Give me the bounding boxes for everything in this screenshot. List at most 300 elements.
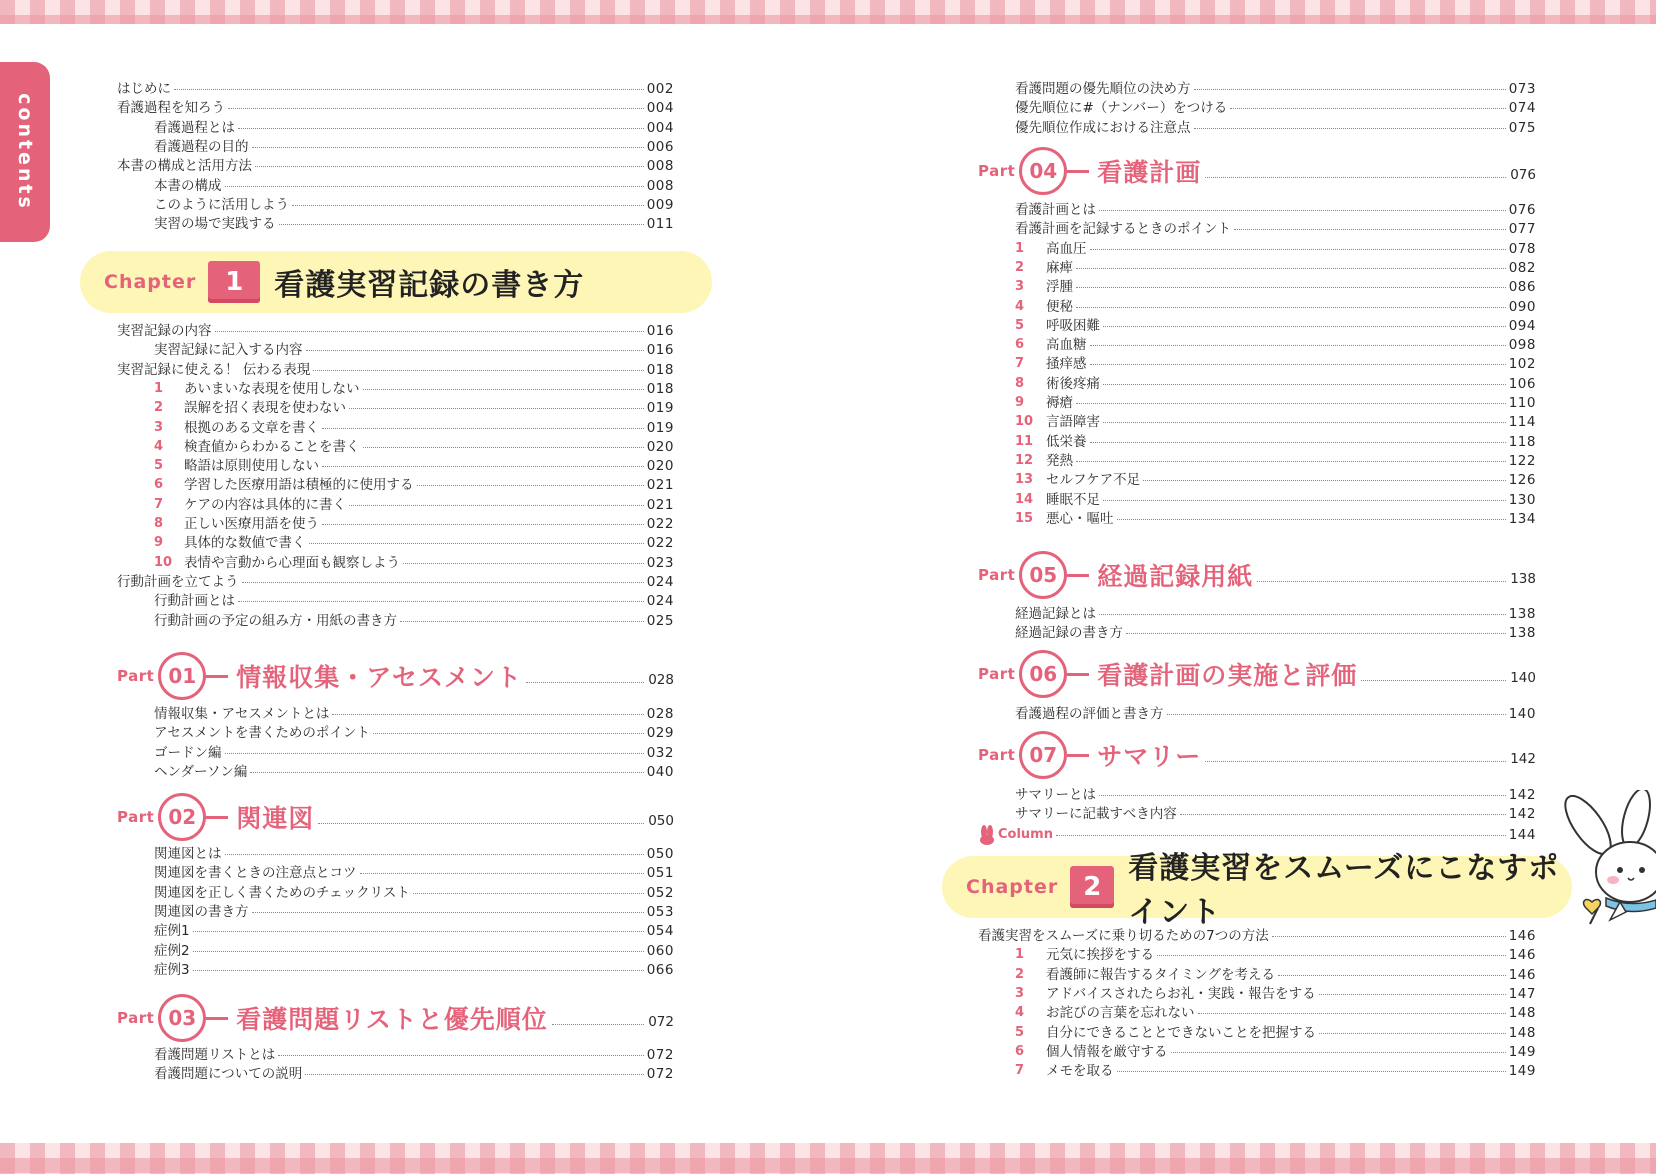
dot-leader xyxy=(1194,79,1506,90)
toc-entry-label: 看護過程の目的 xyxy=(154,138,249,155)
toc-entry-page: 008 xyxy=(646,158,674,175)
toc-entry-page: 102 xyxy=(1508,356,1536,373)
dot-leader xyxy=(1361,680,1506,681)
toc-entry[interactable] xyxy=(1015,258,1536,278)
toc-entry[interactable] xyxy=(154,921,674,941)
toc-entry-page: 002 xyxy=(646,81,674,97)
part-title: 情報収集・アセスメント xyxy=(236,663,523,692)
toc-entry[interactable] xyxy=(1015,785,1536,805)
part-title: 看護計画 xyxy=(1097,158,1202,187)
toc-entry-number: 8 xyxy=(154,516,164,531)
toc-entry[interactable] xyxy=(154,379,674,399)
dot-leader xyxy=(309,533,644,544)
dot-leader xyxy=(215,321,644,332)
part-label: Part xyxy=(117,667,155,685)
toc-entry-number: 14 xyxy=(1015,491,1034,507)
toc-entry[interactable] xyxy=(1015,200,1536,220)
toc-entry[interactable] xyxy=(154,863,674,883)
part-page: 140 xyxy=(1510,670,1536,686)
part-number-circle: 02 xyxy=(158,793,206,841)
toc-entry[interactable] xyxy=(154,844,674,864)
toc-entry-page: 054 xyxy=(646,923,674,940)
toc-entry-label: 低栄養 xyxy=(1046,433,1087,450)
toc-entry-number: 5 xyxy=(154,458,164,474)
toc-entry-number: 15 xyxy=(1015,510,1034,526)
toc-entry[interactable] xyxy=(1015,509,1536,529)
part-heading-p06[interactable] xyxy=(978,648,1536,700)
toc-entry[interactable] xyxy=(154,398,674,418)
toc-entry[interactable] xyxy=(1015,432,1536,452)
dot-leader xyxy=(1198,1003,1506,1014)
dot-leader xyxy=(1171,1042,1506,1053)
dot-leader xyxy=(349,495,644,506)
toc-entry-label: 看護問題リストとは xyxy=(154,1047,276,1063)
toc-entry-page: 118 xyxy=(1508,433,1536,450)
toc-entry[interactable] xyxy=(117,156,674,176)
dot-leader xyxy=(1205,177,1506,178)
toc-entry-label: あいまいな表現を使用しない xyxy=(184,380,360,397)
part-heading-p07[interactable] xyxy=(978,729,1536,781)
toc-entry-number: 5 xyxy=(1015,1024,1025,1040)
toc-entry[interactable] xyxy=(154,137,674,157)
toc-entry-label: 症例1 xyxy=(154,923,190,940)
toc-entry-label: 悪心・嘔吐 xyxy=(1046,510,1114,527)
toc-entry-page: 051 xyxy=(646,865,674,882)
part-connector-line xyxy=(1067,574,1089,577)
part-title: 看護計画の実施と評価 xyxy=(1097,661,1358,690)
toc-entry-page: 018 xyxy=(646,380,674,397)
toc-entry[interactable] xyxy=(154,960,674,980)
dot-leader xyxy=(306,340,644,351)
toc-entry-page: 106 xyxy=(1508,375,1536,392)
toc-entry-number: 1 xyxy=(1015,240,1025,256)
toc-entry-label: ゴードン編 xyxy=(154,744,222,761)
toc-entry[interactable] xyxy=(154,176,674,196)
part-title: 関連図 xyxy=(236,804,315,833)
toc-entry-page: 146 xyxy=(1508,966,1536,983)
dot-leader xyxy=(193,941,644,952)
toc-entry-number: 8 xyxy=(1015,375,1025,391)
part-label: Part xyxy=(117,808,155,826)
toc-entry-number: 13 xyxy=(1015,472,1034,488)
toc-entry-label: 言語障害 xyxy=(1046,414,1100,431)
toc-entry-label: 表情や言動から心理面も観察しよう xyxy=(184,554,400,571)
toc-entry-page: 086 xyxy=(1508,279,1536,296)
toc-entry[interactable] xyxy=(154,762,674,782)
toc-entry[interactable] xyxy=(978,926,1536,946)
toc-entry-page: 025 xyxy=(646,612,674,629)
dot-leader xyxy=(1257,581,1506,582)
dot-leader xyxy=(228,98,644,109)
dot-leader xyxy=(373,723,644,734)
dot-leader xyxy=(1230,98,1506,109)
toc-entry[interactable] xyxy=(154,902,674,922)
toc-entry[interactable] xyxy=(154,553,674,573)
toc-entry-page: 004 xyxy=(646,119,674,136)
part-number-circle: 06 xyxy=(1019,650,1067,698)
rabbit-illustration xyxy=(1558,790,1656,930)
toc-entry[interactable] xyxy=(154,611,674,631)
dot-leader xyxy=(413,883,644,894)
toc-entry-page: 023 xyxy=(646,554,674,571)
toc-entry[interactable] xyxy=(1015,316,1536,336)
dot-leader xyxy=(1319,984,1506,995)
toc-entry-label: 看護過程を知ろう xyxy=(117,100,225,117)
toc-entry[interactable] xyxy=(1015,393,1536,413)
toc-entry[interactable] xyxy=(1015,118,1536,138)
toc-entry[interactable] xyxy=(1015,354,1536,374)
chapter-label: Chapter xyxy=(104,271,197,293)
toc-entry-label: 睡眠不足 xyxy=(1046,491,1100,508)
toc-entry[interactable] xyxy=(1015,984,1536,1004)
toc-entry[interactable] xyxy=(154,456,674,476)
toc-entry[interactable] xyxy=(1015,490,1536,510)
toc-entry[interactable] xyxy=(154,723,674,743)
toc-entry-label: 看護師に報告するタイミングを考える xyxy=(1046,966,1275,983)
toc-entry-page: 050 xyxy=(646,846,674,862)
toc-entry-page: 082 xyxy=(1508,259,1536,276)
toc-entry[interactable] xyxy=(154,214,674,234)
toc-entry-number: 2 xyxy=(1015,259,1025,275)
dot-leader xyxy=(1076,451,1506,462)
toc-entry-page: 148 xyxy=(1508,1005,1536,1022)
part-label: Part xyxy=(978,746,1016,764)
dot-leader xyxy=(360,863,644,874)
toc-entry-number: 11 xyxy=(1015,433,1034,449)
toc-entry-page: 016 xyxy=(646,342,674,359)
toc-entry-page: 144 xyxy=(1508,827,1536,843)
toc-entry-label: セルフケア不足 xyxy=(1046,472,1141,489)
toc-entry[interactable] xyxy=(1015,604,1536,624)
chapter-title: 看護実習記録の書き方 xyxy=(274,268,585,303)
toc-entry-label: 優先順位に#（ナンバー）をつける xyxy=(1015,100,1228,117)
part-connector-line xyxy=(206,1017,228,1020)
dot-leader xyxy=(1090,432,1506,443)
dot-leader xyxy=(225,743,644,754)
part-heading-p02[interactable] xyxy=(117,791,674,843)
toc-entry-page: 018 xyxy=(646,361,674,378)
toc-entry-page: 110 xyxy=(1508,395,1536,411)
toc-entry-label: 看護問題についての説明 xyxy=(154,1066,303,1083)
toc-entry-label: 個人情報を厳守する xyxy=(1046,1043,1168,1060)
dot-leader xyxy=(279,214,644,225)
toc-entry-label: 看護計画とは xyxy=(1015,202,1096,218)
toc-entry[interactable] xyxy=(1015,1061,1536,1081)
toc-entry-page: 021 xyxy=(646,477,674,494)
toc-entry-number: 4 xyxy=(1015,298,1025,314)
toc-entry-number: 1 xyxy=(154,380,164,396)
toc-entry-page: 016 xyxy=(646,323,674,339)
dot-leader xyxy=(552,1024,644,1025)
part-heading-p04[interactable] xyxy=(978,145,1536,197)
dot-leader xyxy=(252,902,644,913)
toc-entry[interactable] xyxy=(1015,374,1536,394)
toc-entry-label: 本書の構成 xyxy=(154,177,222,194)
toc-entry[interactable] xyxy=(1015,704,1536,724)
dot-leader xyxy=(1076,297,1506,308)
toc-entry-label: はじめに xyxy=(117,81,171,97)
dot-leader xyxy=(1157,945,1506,956)
toc-entry-number: 7 xyxy=(154,496,164,512)
toc-entry-page: 138 xyxy=(1508,606,1536,622)
toc-entry[interactable] xyxy=(154,340,674,360)
dot-leader xyxy=(252,137,644,148)
dot-leader xyxy=(1117,509,1506,520)
toc-entry[interactable] xyxy=(154,704,674,724)
part-label: Part xyxy=(978,566,1016,584)
toc-entry[interactable] xyxy=(154,941,674,961)
toc-entry[interactable] xyxy=(154,743,674,763)
toc-entry-label: 関連図を書くときの注意点とコツ xyxy=(154,865,357,882)
toc-entry[interactable] xyxy=(1015,1023,1536,1043)
contents-tab-label: contents xyxy=(14,93,37,211)
toc-entry-page: 024 xyxy=(646,593,674,610)
toc-entry-label: サマリーに記載すべき内容 xyxy=(1015,806,1177,823)
toc-entry-label: 看護過程とは xyxy=(154,119,235,136)
toc-entry-label: 実習記録の内容 xyxy=(117,323,212,339)
dot-leader xyxy=(322,418,644,429)
part-number-circle: 07 xyxy=(1019,731,1067,779)
toc-entry-page: 140 xyxy=(1508,706,1536,722)
toc-entry[interactable] xyxy=(154,418,674,438)
toc-entry[interactable] xyxy=(1015,335,1536,355)
toc-entry-number: 3 xyxy=(154,419,164,435)
toc-entry-page: 134 xyxy=(1508,510,1536,527)
part-label: Part xyxy=(978,162,1016,180)
toc-entry-label: 略語は原則使用しない xyxy=(184,458,319,475)
toc-entry-label: 行動計画の予定の組み方・用紙の書き方 xyxy=(154,612,397,629)
toc-entry-number: 3 xyxy=(1015,279,1025,295)
part-page: 072 xyxy=(648,1014,674,1030)
toc-entry[interactable] xyxy=(1015,277,1536,297)
toc-entry[interactable] xyxy=(154,883,674,903)
toc-entry-label: 術後疼痛 xyxy=(1046,375,1100,392)
dot-leader xyxy=(400,611,644,622)
toc-entry[interactable] xyxy=(1015,98,1536,118)
toc-entry[interactable] xyxy=(1015,623,1536,643)
toc-entry[interactable] xyxy=(1015,239,1536,259)
part-title: サマリー xyxy=(1097,742,1202,771)
chapter-number: 1 xyxy=(208,261,260,303)
toc-entry[interactable] xyxy=(154,533,674,553)
dot-leader xyxy=(1099,604,1506,615)
part-page: 076 xyxy=(1510,167,1536,183)
toc-entry-label: 自分にできることとできないことを把握する xyxy=(1046,1024,1316,1041)
toc-entry-label: ケアの内容は具体的に書く xyxy=(184,496,346,513)
toc-entry-page: 148 xyxy=(1508,1024,1536,1041)
toc-entry-label: 元気に挨拶をする xyxy=(1046,947,1154,964)
toc-entry[interactable] xyxy=(154,1045,674,1065)
toc-entry-number: 4 xyxy=(154,438,164,454)
part-connector-line xyxy=(206,675,228,678)
chapter-heading xyxy=(942,851,1572,930)
toc-entry-number: 12 xyxy=(1015,452,1034,468)
dot-leader xyxy=(1090,354,1506,365)
dot-leader xyxy=(305,1064,643,1075)
toc-entry-label: 看護計画を記録するときのポイント xyxy=(1015,221,1231,238)
toc-entry-label: 呼吸困難 xyxy=(1046,317,1100,334)
toc-entry-label: 関連図とは xyxy=(154,846,222,862)
dot-leader xyxy=(193,921,644,932)
dot-leader xyxy=(1205,761,1506,762)
toc-entry-label: 実習記録に記入する内容 xyxy=(154,342,303,359)
toc-entry-label: ヘンダーソン編 xyxy=(154,763,248,780)
toc-entry-label: お詫びの言葉を忘れない xyxy=(1046,1005,1195,1022)
toc-entry-page: 130 xyxy=(1508,491,1536,508)
toc-entry-number: 10 xyxy=(154,554,173,570)
toc-entry-label: 浮腫 xyxy=(1046,279,1073,296)
toc-entry-page: 040 xyxy=(646,763,674,780)
dot-leader xyxy=(1076,393,1506,404)
toc-entry[interactable] xyxy=(117,321,674,341)
toc-entry-label: 情報収集・アセスメントとは xyxy=(154,706,330,722)
toc-entry[interactable] xyxy=(154,495,674,515)
chapter-heading xyxy=(80,251,712,313)
toc-entry-page: 122 xyxy=(1508,452,1536,469)
column-entry[interactable] xyxy=(978,825,1536,845)
dot-leader xyxy=(1143,470,1506,481)
toc-entry[interactable] xyxy=(154,437,674,457)
toc-entry-page: 146 xyxy=(1508,947,1536,964)
part-heading-p01[interactable] xyxy=(117,650,674,702)
dot-leader xyxy=(292,195,644,206)
part-label: Part xyxy=(978,665,1016,683)
dot-leader xyxy=(1099,785,1506,796)
toc-entry[interactable] xyxy=(117,360,674,380)
toc-entry-label: 麻痺 xyxy=(1046,259,1073,276)
toc-entry-page: 138 xyxy=(1508,625,1536,642)
part-title: 看護問題リストと優先順位 xyxy=(236,1005,548,1034)
dot-leader xyxy=(193,960,644,971)
toc-entry-number: 9 xyxy=(1015,395,1025,410)
toc-entry-label: 根拠のある文章を書く xyxy=(184,419,319,436)
toc-entry-page: 020 xyxy=(646,458,674,475)
toc-entry-page: 094 xyxy=(1508,317,1536,334)
toc-entry-label: 看護過程の評価と書き方 xyxy=(1015,706,1164,722)
toc-entry-page: 149 xyxy=(1508,1043,1536,1060)
dot-leader xyxy=(1103,412,1506,423)
toc-entry[interactable] xyxy=(1015,965,1536,985)
toc-entry[interactable] xyxy=(154,1064,674,1084)
toc-entry-number: 10 xyxy=(1015,414,1034,430)
toc-entry[interactable] xyxy=(1015,79,1536,99)
toc-entry[interactable] xyxy=(154,195,674,215)
toc-entry-number: 2 xyxy=(154,400,164,416)
toc-entry-label: 関連図の書き方 xyxy=(154,903,249,920)
column-label: Column xyxy=(998,827,1053,842)
toc-entry-page: 077 xyxy=(1508,221,1536,238)
dot-leader xyxy=(1180,804,1506,815)
toc-entry-page: 142 xyxy=(1508,806,1536,823)
part-connector-line xyxy=(1067,170,1089,173)
part-heading-p03[interactable] xyxy=(117,992,674,1044)
toc-entry[interactable] xyxy=(1015,804,1536,824)
toc-entry[interactable] xyxy=(1015,1003,1536,1023)
toc-entry-label: 誤解を招く表現を使わない xyxy=(184,400,346,417)
toc-entry-page: 021 xyxy=(646,496,674,513)
toc-entry-label: アドバイスされたらお礼・実践・報告をする xyxy=(1046,985,1316,1002)
dot-leader xyxy=(349,398,644,409)
toc-entry[interactable] xyxy=(154,514,674,534)
toc-entry[interactable] xyxy=(1015,297,1536,317)
dot-leader xyxy=(322,514,644,525)
toc-entry-label: 看護問題の優先順位の決め方 xyxy=(1015,81,1191,97)
toc-entry[interactable] xyxy=(117,98,674,118)
rabbit-ears-icon xyxy=(978,825,996,845)
toc-entry[interactable] xyxy=(1015,219,1536,239)
toc-entry-page: 147 xyxy=(1508,985,1536,1002)
part-page: 138 xyxy=(1510,571,1536,587)
toc-entry[interactable] xyxy=(154,118,674,138)
toc-entry-label: 症例3 xyxy=(154,961,190,978)
toc-entry[interactable] xyxy=(117,572,674,592)
toc-entry-page: 146 xyxy=(1508,928,1536,944)
dot-leader xyxy=(1103,316,1506,327)
toc-entry-label: 本書の構成と活用方法 xyxy=(117,158,252,175)
toc-entry-page: 019 xyxy=(646,400,674,417)
part-page: 142 xyxy=(1510,751,1536,767)
toc-entry-page: 011 xyxy=(646,216,674,233)
dot-leader xyxy=(174,79,644,90)
toc-entry-label: 行動計画を立てよう xyxy=(117,573,239,590)
toc-entry-label: 学習した医療用語は積極的に使用する xyxy=(184,477,414,494)
dot-leader xyxy=(1103,374,1506,385)
toc-entry-label: 実習記録に使える！ 伝わる表現 xyxy=(117,361,311,378)
toc-entry-number: 1 xyxy=(1015,947,1025,963)
dot-leader xyxy=(1090,239,1506,250)
dot-leader xyxy=(1076,258,1506,269)
dot-leader xyxy=(1117,1061,1506,1072)
toc-entry-number: 7 xyxy=(1015,1063,1025,1079)
toc-entry[interactable] xyxy=(1015,451,1536,471)
toc-entry[interactable] xyxy=(1015,412,1536,432)
dot-leader xyxy=(250,762,643,773)
toc-entry-label: メモを取る xyxy=(1046,1063,1114,1080)
dot-leader xyxy=(1319,1023,1506,1034)
toc-entry-label: このように活用しよう xyxy=(154,196,289,213)
toc-entry-page: 019 xyxy=(646,419,674,436)
toc-entry[interactable] xyxy=(154,475,674,495)
dot-leader xyxy=(1167,704,1506,715)
dot-leader xyxy=(255,156,644,167)
toc-entry[interactable] xyxy=(1015,1042,1536,1062)
toc-entry-number: 9 xyxy=(154,535,164,551)
dot-leader xyxy=(417,475,644,486)
toc-entry-page: 028 xyxy=(646,706,674,722)
toc-entry-number: 6 xyxy=(1015,337,1025,353)
toc-entry-number: 5 xyxy=(1015,317,1025,333)
part-heading-p05[interactable] xyxy=(978,549,1536,601)
toc-entry-page: 072 xyxy=(646,1066,674,1083)
toc-entry[interactable] xyxy=(1015,945,1536,965)
toc-entry-label: 優先順位作成における注意点 xyxy=(1015,119,1191,136)
toc-entry[interactable] xyxy=(154,591,674,611)
toc-entry-page: 022 xyxy=(646,516,674,532)
toc-entry-label: 経過記録とは xyxy=(1015,606,1096,622)
dot-leader xyxy=(1234,219,1506,230)
toc-entry[interactable] xyxy=(117,79,674,99)
part-connector-line xyxy=(1067,754,1089,757)
toc-entry-label: 実習の場で実践する xyxy=(154,216,276,233)
dot-leader xyxy=(1099,200,1506,211)
dot-leader xyxy=(313,360,643,371)
part-connector-line xyxy=(1067,673,1089,676)
toc-entry[interactable] xyxy=(1015,470,1536,490)
toc-entry-page: 076 xyxy=(1508,202,1536,218)
toc-entry-page: 053 xyxy=(646,903,674,920)
toc-entry-page: 074 xyxy=(1508,100,1536,117)
dot-leader xyxy=(332,704,643,715)
